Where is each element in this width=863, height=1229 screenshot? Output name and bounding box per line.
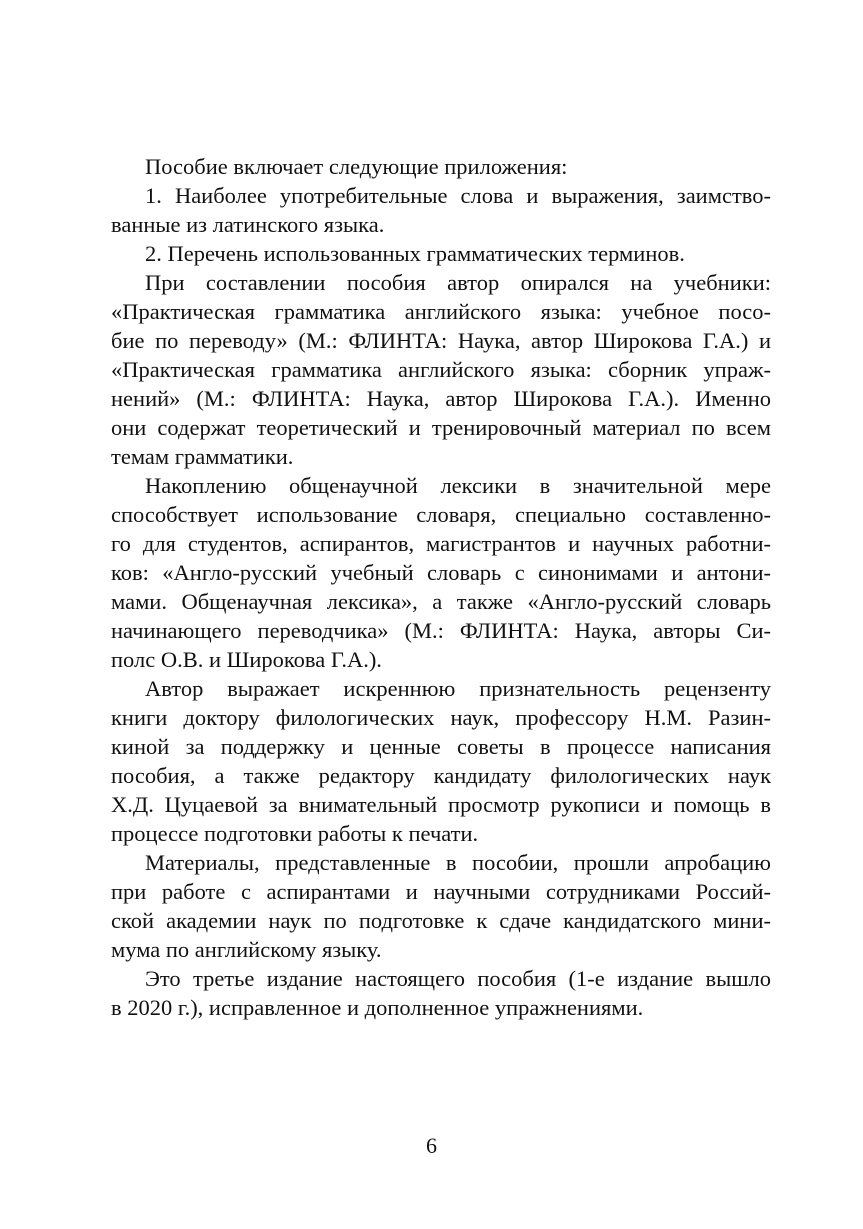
text-line: бие по переводу» (М.: ФЛИНТА: Наука, автор Широкова Г.А.) и: [111, 328, 771, 353]
page-number: 6: [426, 1133, 437, 1158]
paragraph-appendix-1: [111, 181, 771, 239]
text-line: «Практическая грамматика английского языка: учебное посо-: [111, 299, 771, 324]
text-line: при работе с аспирантами и научными сотрудниками Россий-: [111, 879, 771, 904]
text-line: ской академии наук по подготовке к сдаче кандидатского мини-: [111, 908, 771, 933]
text-line: полс О.В. и Широкова Г.А.).: [111, 647, 382, 672]
paragraph-appendix-2: [111, 239, 771, 268]
text-line: Пособие включает следующие приложения:: [145, 154, 568, 179]
text-line: Материалы, представленные в пособии, прошли апробацию: [145, 850, 771, 875]
text-line: мума по английскому языку.: [111, 937, 382, 962]
text-line: ков: «Англо-русский учебный словарь с синонимами и антони-: [111, 560, 771, 585]
paragraph-dictionaries: [111, 471, 771, 674]
text-line: в 2020 г.), исправленное и дополненное упражнениями.: [111, 995, 644, 1020]
text-line: способствует использование словаря, специально составленно-: [111, 502, 771, 527]
text-line: При составлении пособия автор опирался на учебники:: [145, 270, 771, 295]
page-body: [111, 152, 771, 1022]
text-line: они содержат теоретический и тренировочный материал по всем: [111, 415, 771, 440]
text-line: процессе подготовки работы к печати.: [111, 821, 479, 846]
text-line: нений» (М.: ФЛИНТА: Наука, автор Широкова Г.А.). Именно: [111, 386, 771, 411]
text-line: Накоплению общенаучной лексики в значительной мере: [145, 473, 771, 498]
text-line: ванные из латинского языка.: [111, 212, 385, 237]
text-line: 2. Перечень использованных грамматических терминов.: [145, 241, 685, 266]
text-line: пособия, а также редактору кандидату филологических наук: [111, 763, 771, 788]
text-line: Автор выражает искреннюю признательность рецензенту: [145, 676, 771, 701]
text-line: Х.Д. Цуцаевой за внимательный просмотр рукописи и помощь в: [111, 792, 771, 817]
paragraph-appendices-intro: [111, 152, 771, 181]
text-line: мами. Общенаучная лексика», а также «Англо-русский словарь: [111, 589, 771, 614]
text-line: киной за поддержку и ценные советы в процессе написания: [111, 734, 771, 759]
text-line: го для студентов, аспирантов, магистрантов и научных работни-: [111, 531, 771, 556]
paragraph-approbation: [111, 848, 771, 964]
paragraph-acknowledgements: [111, 674, 771, 848]
text-line: начинающего переводчика» (М.: ФЛИНТА: Наука, авторы Си-: [111, 618, 771, 643]
text-line: темам грамматики.: [111, 444, 294, 469]
text-line: 1. Наиболее употребительные слова и выражения, заимство-: [145, 183, 771, 208]
text-line: Это третье издание настоящего пособия (1-е издание вышло: [145, 966, 771, 991]
text-line: «Практическая грамматика английского языка: сборник упраж-: [111, 357, 771, 382]
paragraph-textbooks: [111, 268, 771, 471]
text-line: книги доктору филологических наук, профессору Н.М. Разин-: [111, 705, 771, 730]
paragraph-edition: [111, 964, 771, 1022]
